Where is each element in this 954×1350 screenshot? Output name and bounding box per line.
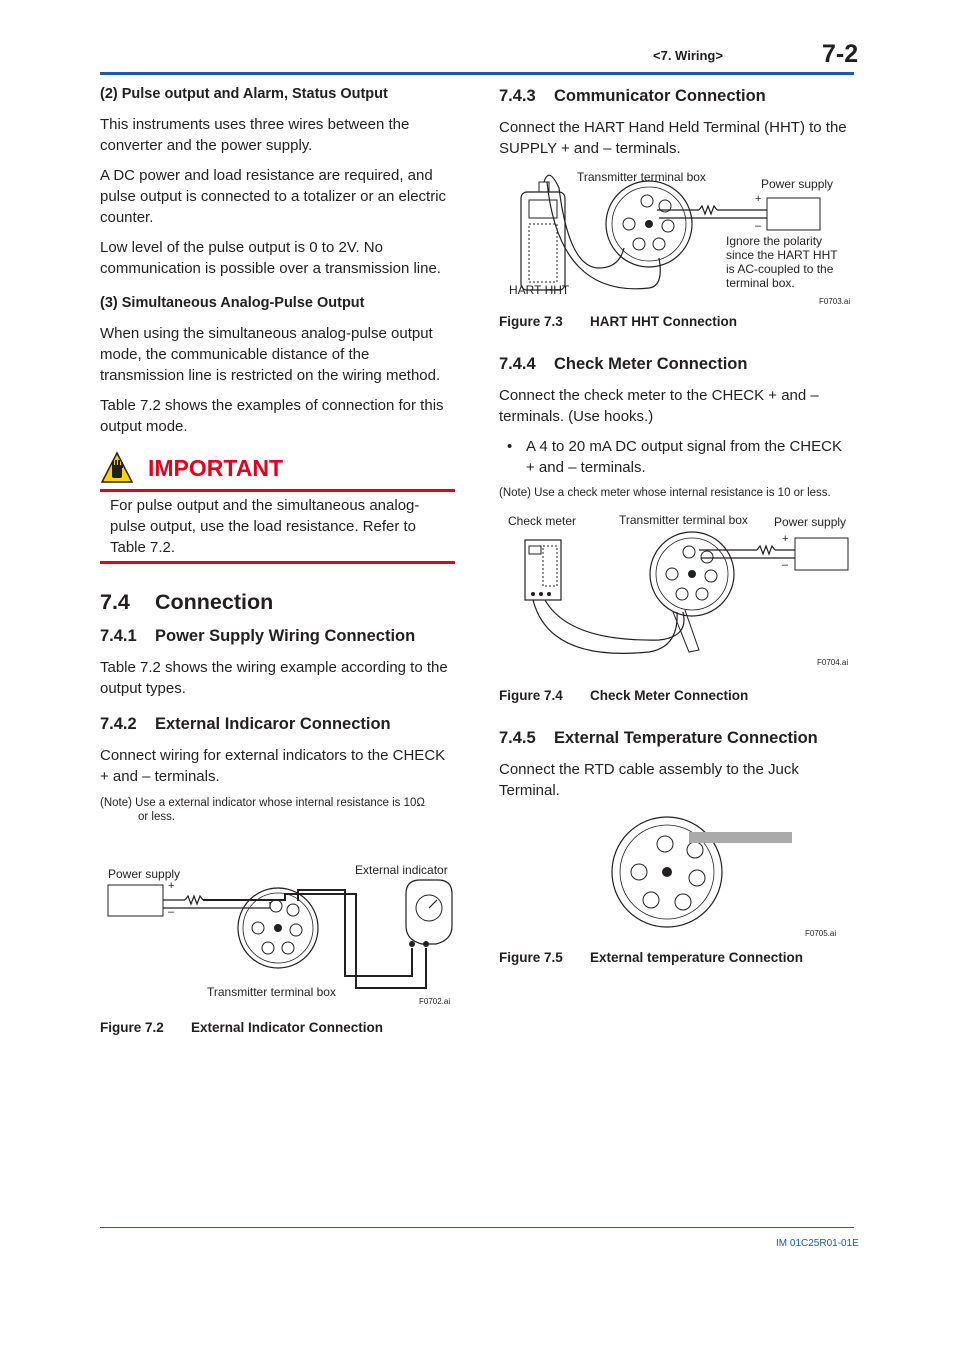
terminal-box-label: Transmitter terminal box <box>207 985 336 999</box>
transmitter-terminal-box <box>606 181 692 267</box>
svg-text:–: – <box>782 559 789 571</box>
right-column <box>499 87 854 977</box>
figure-7-4-caption: Figure 7.4 Check Meter Connection <box>499 688 749 703</box>
external-indicator-label: External indicator <box>355 863 448 877</box>
warning-hand-icon <box>100 451 134 485</box>
header-rule <box>100 72 854 75</box>
paragraph: When using the simultaneous analog-pulse output mode, the communicable distance of the transmission line is restricted on the wiring method. <box>100 325 441 384</box>
figure-7-3-caption: Figure 7.3 HART HHT Connection <box>499 314 737 329</box>
left-column <box>100 86 455 1047</box>
paragraph: Connect the check meter to the CHECK + and – terminals. (Use hooks.) <box>499 387 819 425</box>
list-item: • A 4 to 20 mA DC output signal from the CHECK + and – terminals. <box>499 436 854 478</box>
important-box <box>100 451 455 564</box>
page-number: 7-2 <box>822 40 859 68</box>
rtd-cable <box>689 832 792 843</box>
note-text: terminal box. <box>726 276 795 290</box>
svg-text:+: + <box>168 880 175 892</box>
svg-text:–: – <box>168 906 175 918</box>
running-header-section: <7. Wiring> <box>653 48 723 63</box>
figure-7-2-diagram <box>100 838 455 1008</box>
paragraph: This instruments uses three wires between the converter and the power supply. <box>100 116 410 154</box>
external-indicator-device <box>406 880 452 947</box>
section-7-4-title: 7.4 Connection <box>100 590 274 614</box>
section-7-4-1-title: 7.4.1 Power Supply Wiring Connection <box>100 627 416 645</box>
file-id: F0702.ai <box>419 997 451 1006</box>
note-text: is AC-coupled to the <box>726 262 834 276</box>
section-7-4-5-title: 7.4.5 External Temperature Connection <box>499 729 818 747</box>
svg-text:+: + <box>755 193 762 205</box>
power-supply-label: Power supply <box>108 867 181 881</box>
bullet-list <box>499 436 854 478</box>
svg-text:–: – <box>755 220 762 232</box>
power-supply-box <box>767 198 820 230</box>
section-7-4-4-title: 7.4.4 Check Meter Connection <box>499 355 748 373</box>
paragraph: Connect the RTD cable assembly to the Juck Terminal. <box>499 761 799 799</box>
power-supply-label: Power supply <box>761 177 834 191</box>
paragraph: A DC power and load resistance are required, and pulse output is connected to a totalizer or an electric counter. <box>100 167 447 226</box>
resistor <box>185 896 203 904</box>
resistor <box>757 546 775 554</box>
figure-7-2-caption: Figure 7.2 External Indicator Connection <box>100 1020 384 1035</box>
paragraph: Connect wiring for external indicators to the CHECK + and – terminals. <box>100 747 446 785</box>
paragraph: Table 7.2 shows the examples of connection for this output mode. <box>100 397 444 435</box>
power-supply-box <box>795 538 848 570</box>
paragraph: Table 7.2 shows the wiring example according to the output types. <box>100 659 448 697</box>
svg-text:+: + <box>782 533 789 545</box>
note-text: since the HART HHT <box>726 248 838 262</box>
power-supply-label: Power supply <box>774 515 847 529</box>
resistor <box>699 206 717 214</box>
paragraph: Low level of the pulse output is 0 to 2V. No communication is possible over a transmission line. <box>100 239 441 277</box>
important-text: For pulse output and the simultaneous analog-pulse output, use the load resistance. Refer to Table 7.2. <box>110 497 420 556</box>
terminal-box-label: Transmitter terminal box <box>619 513 748 527</box>
check-meter-device <box>525 540 561 600</box>
figure-7-4-diagram <box>499 512 854 672</box>
transmitter-terminal-box <box>650 532 734 616</box>
power-supply-box <box>108 885 163 916</box>
figure-7-5-caption: Figure 7.5 External temperature Connection <box>499 950 804 965</box>
section-7-4-2-title: 7.4.2 External Indicaror Connection <box>100 715 391 733</box>
paragraph: Connect the HART Hand Held Terminal (HHT) to the SUPPLY + and – terminals. <box>499 119 847 157</box>
figure-7-3-diagram <box>499 168 854 308</box>
transmitter-terminal-box <box>238 888 318 968</box>
file-id: F0703.ai <box>819 297 851 306</box>
check-meter-label: Check meter <box>508 514 577 528</box>
subsection-2-title: (2) Pulse output and Alarm, Status Output <box>100 86 388 102</box>
file-id: F0705.ai <box>805 929 837 938</box>
hht-label: HART HHT <box>509 283 570 297</box>
important-title: IMPORTANT <box>148 454 284 481</box>
hart-hht-device <box>521 182 565 290</box>
note-text: Ignore the polarity <box>726 234 823 248</box>
note: (Note) Use a check meter whose internal resistance is 10 or less. <box>499 487 831 499</box>
document-code: IM 01C25R01-01E <box>776 1238 859 1249</box>
footer-rule <box>100 1227 854 1228</box>
section-7-4-3-title: 7.4.3 Communicator Connection <box>499 87 766 105</box>
figure-7-5-diagram <box>499 810 854 940</box>
subsection-3-title: (3) Simultaneous Analog-Pulse Output <box>100 295 365 311</box>
file-id: F0704.ai <box>817 658 849 667</box>
note: (Note) Use a external indicator whose internal resistance is 10Ω or less. <box>100 797 425 823</box>
terminal-box-label: Transmitter terminal box <box>577 170 706 184</box>
